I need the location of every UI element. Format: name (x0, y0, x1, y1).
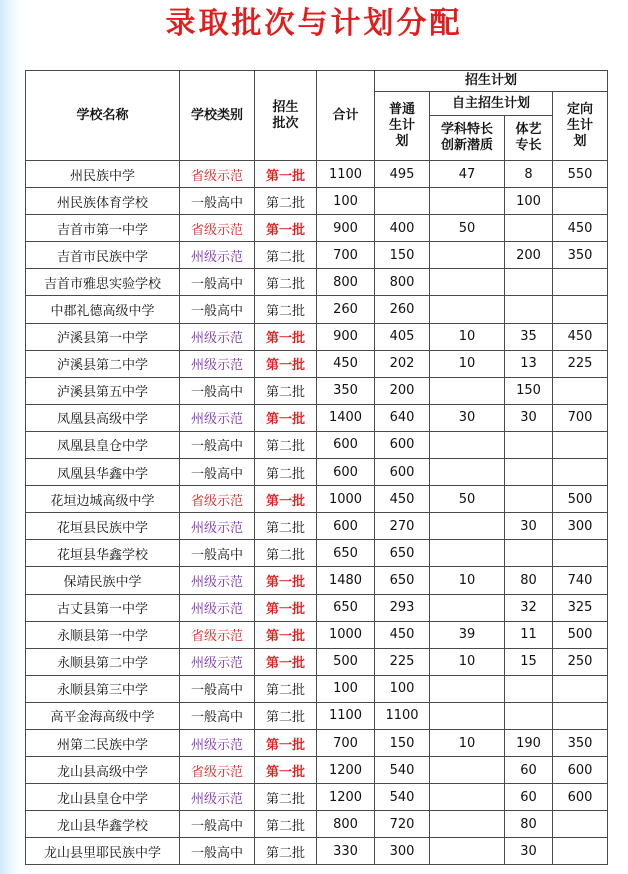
total-cell: 330 (317, 838, 375, 865)
sports-arts-cell (505, 269, 553, 296)
table-row (26, 648, 608, 675)
batch-cell: 第一批 (255, 404, 317, 431)
sports-arts-cell (505, 215, 553, 242)
school-type-cell: 州级示范 (180, 729, 255, 756)
table-row (26, 729, 608, 756)
school-name-cell: 古丈县第一中学 (26, 594, 180, 621)
table-row (26, 269, 608, 296)
school-type-cell: 一般高中 (180, 431, 255, 458)
table-row (26, 377, 608, 404)
regular-plan-cell: 650 (375, 567, 430, 594)
batch-cell: 第二批 (255, 242, 317, 269)
school-type-cell: 州级示范 (180, 404, 255, 431)
school-name-cell: 泸溪县第五中学 (26, 377, 180, 404)
directed-plan-cell (553, 459, 608, 486)
academic-talent-cell: 39 (430, 621, 505, 648)
batch-cell: 第一批 (255, 486, 317, 513)
academic-talent-cell (430, 242, 505, 269)
regular-plan-cell: 450 (375, 486, 430, 513)
school-type-cell: 省级示范 (180, 757, 255, 784)
school-name-cell: 永顺县第一中学 (26, 621, 180, 648)
table-row (26, 323, 608, 350)
directed-plan-cell (553, 377, 608, 404)
school-name-cell: 吉首市第一中学 (26, 215, 180, 242)
table-row (26, 486, 608, 513)
academic-talent-cell (430, 269, 505, 296)
regular-plan-cell: 450 (375, 621, 430, 648)
school-type-cell: 省级示范 (180, 215, 255, 242)
table-row (26, 702, 608, 729)
batch-cell: 第二批 (255, 269, 317, 296)
academic-talent-cell: 50 (430, 215, 505, 242)
school-name-cell: 龙山县里耶民族中学 (26, 838, 180, 865)
total-cell: 1100 (317, 161, 375, 188)
total-cell: 700 (317, 242, 375, 269)
directed-plan-cell: 325 (553, 594, 608, 621)
total-cell: 260 (317, 296, 375, 323)
table-row (26, 784, 608, 811)
batch-cell: 第二批 (255, 811, 317, 838)
directed-plan-cell: 740 (553, 567, 608, 594)
total-cell: 900 (317, 323, 375, 350)
directed-plan-cell: 500 (553, 486, 608, 513)
school-name-cell: 永顺县第二中学 (26, 648, 180, 675)
school-name-cell: 龙山县华鑫学校 (26, 811, 180, 838)
school-type-cell: 州级示范 (180, 323, 255, 350)
regular-plan-cell: 720 (375, 811, 430, 838)
total-cell: 500 (317, 648, 375, 675)
total-cell: 1000 (317, 621, 375, 648)
school-name-cell: 龙山县高级中学 (26, 757, 180, 784)
academic-talent-cell: 50 (430, 486, 505, 513)
table-row (26, 459, 608, 486)
table-row (26, 513, 608, 540)
sports-arts-cell: 80 (505, 811, 553, 838)
total-cell: 800 (317, 269, 375, 296)
school-name-cell: 州民族中学 (26, 161, 180, 188)
academic-talent-cell (430, 838, 505, 865)
directed-plan-cell (553, 296, 608, 323)
directed-plan-cell (553, 675, 608, 702)
directed-plan-cell (553, 431, 608, 458)
sports-arts-cell: 200 (505, 242, 553, 269)
regular-plan-cell: 300 (375, 838, 430, 865)
enrollment-plan-table (25, 70, 608, 865)
academic-talent-cell: 10 (430, 648, 505, 675)
academic-talent-cell (430, 757, 505, 784)
regular-plan-cell: 225 (375, 648, 430, 675)
school-type-cell: 一般高中 (180, 269, 255, 296)
total-cell: 1200 (317, 757, 375, 784)
school-type-cell: 一般高中 (180, 188, 255, 215)
sports-arts-cell: 30 (505, 513, 553, 540)
total-cell: 1200 (317, 784, 375, 811)
regular-plan-cell: 202 (375, 350, 430, 377)
regular-plan-cell: 800 (375, 269, 430, 296)
header-regular: 普通 生计 划 (375, 92, 430, 161)
table-row (26, 431, 608, 458)
directed-plan-cell (553, 702, 608, 729)
academic-talent-cell: 30 (430, 404, 505, 431)
school-name-cell: 永顺县第三中学 (26, 675, 180, 702)
academic-talent-cell (430, 540, 505, 567)
regular-plan-cell: 640 (375, 404, 430, 431)
sports-arts-cell: 60 (505, 757, 553, 784)
sports-arts-cell: 13 (505, 350, 553, 377)
sports-arts-cell: 30 (505, 404, 553, 431)
table-row (26, 838, 608, 865)
academic-talent-cell (430, 431, 505, 458)
academic-talent-cell: 10 (430, 350, 505, 377)
school-type-cell: 省级示范 (180, 621, 255, 648)
school-name-cell: 高平金海高级中学 (26, 702, 180, 729)
school-name-cell: 保靖民族中学 (26, 567, 180, 594)
regular-plan-cell: 260 (375, 296, 430, 323)
regular-plan-cell: 400 (375, 215, 430, 242)
academic-talent-cell (430, 702, 505, 729)
batch-cell: 第二批 (255, 188, 317, 215)
sports-arts-cell (505, 540, 553, 567)
sports-arts-cell: 190 (505, 729, 553, 756)
batch-cell: 第二批 (255, 702, 317, 729)
school-type-cell: 州级示范 (180, 594, 255, 621)
school-type-cell: 省级示范 (180, 486, 255, 513)
school-type-cell: 一般高中 (180, 838, 255, 865)
academic-talent-cell: 47 (430, 161, 505, 188)
total-cell: 650 (317, 540, 375, 567)
directed-plan-cell: 700 (553, 404, 608, 431)
table-row (26, 350, 608, 377)
academic-talent-cell (430, 675, 505, 702)
directed-plan-cell: 450 (553, 323, 608, 350)
sports-arts-cell: 35 (505, 323, 553, 350)
batch-cell: 第一批 (255, 729, 317, 756)
school-type-cell: 一般高中 (180, 377, 255, 404)
total-cell: 100 (317, 675, 375, 702)
total-cell: 900 (317, 215, 375, 242)
table-row (26, 242, 608, 269)
batch-cell: 第二批 (255, 540, 317, 567)
batch-cell: 第二批 (255, 513, 317, 540)
batch-cell: 第一批 (255, 161, 317, 188)
header-batch: 招生 批次 (255, 71, 317, 161)
regular-plan-cell: 600 (375, 431, 430, 458)
table-row (26, 296, 608, 323)
header-academic: 学科特长 创新潜质 (430, 116, 505, 161)
school-name-cell: 泸溪县第二中学 (26, 350, 180, 377)
sports-arts-cell: 11 (505, 621, 553, 648)
sports-arts-cell: 15 (505, 648, 553, 675)
table-row (26, 161, 608, 188)
school-type-cell: 一般高中 (180, 540, 255, 567)
total-cell: 600 (317, 459, 375, 486)
school-name-cell: 凤凰县华鑫中学 (26, 459, 180, 486)
directed-plan-cell: 300 (553, 513, 608, 540)
school-name-cell: 龙山县皇仓中学 (26, 784, 180, 811)
total-cell: 600 (317, 513, 375, 540)
school-name-cell: 吉首市雅思实验学校 (26, 269, 180, 296)
school-type-cell: 州级示范 (180, 784, 255, 811)
sports-arts-cell: 30 (505, 838, 553, 865)
header-sports-arts: 体艺 专长 (505, 116, 553, 161)
batch-cell: 第一批 (255, 594, 317, 621)
school-type-cell: 一般高中 (180, 459, 255, 486)
academic-talent-cell (430, 784, 505, 811)
total-cell: 1400 (317, 404, 375, 431)
sports-arts-cell (505, 459, 553, 486)
school-type-cell: 省级示范 (180, 161, 255, 188)
school-name-cell: 州第二民族中学 (26, 729, 180, 756)
total-cell: 650 (317, 594, 375, 621)
table-row (26, 594, 608, 621)
school-name-cell: 花垣县民族中学 (26, 513, 180, 540)
batch-cell: 第一批 (255, 215, 317, 242)
sports-arts-cell (505, 296, 553, 323)
regular-plan-cell: 200 (375, 377, 430, 404)
regular-plan-cell: 150 (375, 729, 430, 756)
academic-talent-cell (430, 459, 505, 486)
sports-arts-cell: 8 (505, 161, 553, 188)
header-directed: 定向 生计 划 (553, 92, 608, 161)
academic-talent-cell (430, 513, 505, 540)
directed-plan-cell: 600 (553, 757, 608, 784)
directed-plan-cell: 500 (553, 621, 608, 648)
directed-plan-cell (553, 540, 608, 567)
school-name-cell: 吉首市民族中学 (26, 242, 180, 269)
regular-plan-cell: 600 (375, 459, 430, 486)
directed-plan-cell: 350 (553, 729, 608, 756)
regular-plan-cell: 293 (375, 594, 430, 621)
regular-plan-cell: 495 (375, 161, 430, 188)
directed-plan-cell: 225 (553, 350, 608, 377)
table-row (26, 757, 608, 784)
school-name-cell: 州民族体育学校 (26, 188, 180, 215)
academic-talent-cell (430, 296, 505, 323)
school-name-cell: 凤凰县高级中学 (26, 404, 180, 431)
directed-plan-cell: 250 (553, 648, 608, 675)
batch-cell: 第一批 (255, 323, 317, 350)
sports-arts-cell: 32 (505, 594, 553, 621)
table-body (26, 161, 608, 865)
school-type-cell: 州级示范 (180, 350, 255, 377)
table-row (26, 404, 608, 431)
regular-plan-cell: 540 (375, 784, 430, 811)
directed-plan-cell (553, 269, 608, 296)
table-row (26, 215, 608, 242)
batch-cell: 第二批 (255, 377, 317, 404)
total-cell: 700 (317, 729, 375, 756)
regular-plan-cell: 540 (375, 757, 430, 784)
regular-plan-cell: 270 (375, 513, 430, 540)
batch-cell: 第二批 (255, 296, 317, 323)
academic-talent-cell: 10 (430, 729, 505, 756)
sports-arts-cell (505, 431, 553, 458)
batch-cell: 第一批 (255, 621, 317, 648)
header-plan: 招生计划 (375, 71, 608, 92)
sports-arts-cell: 80 (505, 567, 553, 594)
sports-arts-cell: 100 (505, 188, 553, 215)
school-type-cell: 一般高中 (180, 811, 255, 838)
school-type-cell: 州级示范 (180, 648, 255, 675)
directed-plan-cell: 350 (553, 242, 608, 269)
school-name-cell: 花垣边城高级中学 (26, 486, 180, 513)
sports-arts-cell (505, 675, 553, 702)
header-independent: 自主招生计划 (430, 92, 553, 116)
batch-cell: 第一批 (255, 648, 317, 675)
school-name-cell: 花垣县华鑫学校 (26, 540, 180, 567)
academic-talent-cell (430, 188, 505, 215)
batch-cell: 第一批 (255, 567, 317, 594)
school-type-cell: 一般高中 (180, 296, 255, 323)
table-row (26, 540, 608, 567)
page-title: 录取批次与计划分配 (165, 6, 463, 41)
directed-plan-cell: 600 (553, 784, 608, 811)
batch-cell: 第一批 (255, 757, 317, 784)
school-name-cell: 泸溪县第一中学 (26, 323, 180, 350)
directed-plan-cell: 550 (553, 161, 608, 188)
sports-arts-cell: 60 (505, 784, 553, 811)
regular-plan-cell: 150 (375, 242, 430, 269)
total-cell: 1100 (317, 702, 375, 729)
total-cell: 600 (317, 431, 375, 458)
table-row (26, 621, 608, 648)
regular-plan-cell: 405 (375, 323, 430, 350)
school-type-cell: 一般高中 (180, 675, 255, 702)
school-type-cell: 一般高中 (180, 702, 255, 729)
total-cell: 100 (317, 188, 375, 215)
regular-plan-cell: 100 (375, 675, 430, 702)
directed-plan-cell (553, 838, 608, 865)
total-cell: 350 (317, 377, 375, 404)
regular-plan-cell (375, 188, 430, 215)
regular-plan-cell: 650 (375, 540, 430, 567)
batch-cell: 第二批 (255, 431, 317, 458)
header-school-type: 学校类别 (180, 71, 255, 161)
academic-talent-cell: 10 (430, 567, 505, 594)
batch-cell: 第二批 (255, 459, 317, 486)
total-cell: 800 (317, 811, 375, 838)
academic-talent-cell (430, 377, 505, 404)
batch-cell: 第一批 (255, 350, 317, 377)
school-type-cell: 州级示范 (180, 242, 255, 269)
academic-talent-cell: 10 (430, 323, 505, 350)
header-total: 合计 (317, 71, 375, 161)
directed-plan-cell (553, 811, 608, 838)
batch-cell: 第二批 (255, 838, 317, 865)
sports-arts-cell: 150 (505, 377, 553, 404)
academic-talent-cell (430, 811, 505, 838)
batch-cell: 第二批 (255, 784, 317, 811)
directed-plan-cell (553, 188, 608, 215)
header-school-name: 学校名称 (26, 71, 180, 161)
table-row (26, 567, 608, 594)
school-name-cell: 凤凰县皇仓中学 (26, 431, 180, 458)
total-cell: 1000 (317, 486, 375, 513)
school-type-cell: 州级示范 (180, 567, 255, 594)
regular-plan-cell: 1100 (375, 702, 430, 729)
directed-plan-cell: 450 (553, 215, 608, 242)
academic-talent-cell (430, 594, 505, 621)
total-cell: 450 (317, 350, 375, 377)
table-row (26, 675, 608, 702)
table-row (26, 811, 608, 838)
sports-arts-cell (505, 486, 553, 513)
sports-arts-cell (505, 702, 553, 729)
school-type-cell: 州级示范 (180, 513, 255, 540)
table-row (26, 188, 608, 215)
school-name-cell: 中郡礼德高级中学 (26, 296, 180, 323)
total-cell: 1480 (317, 567, 375, 594)
batch-cell: 第二批 (255, 675, 317, 702)
